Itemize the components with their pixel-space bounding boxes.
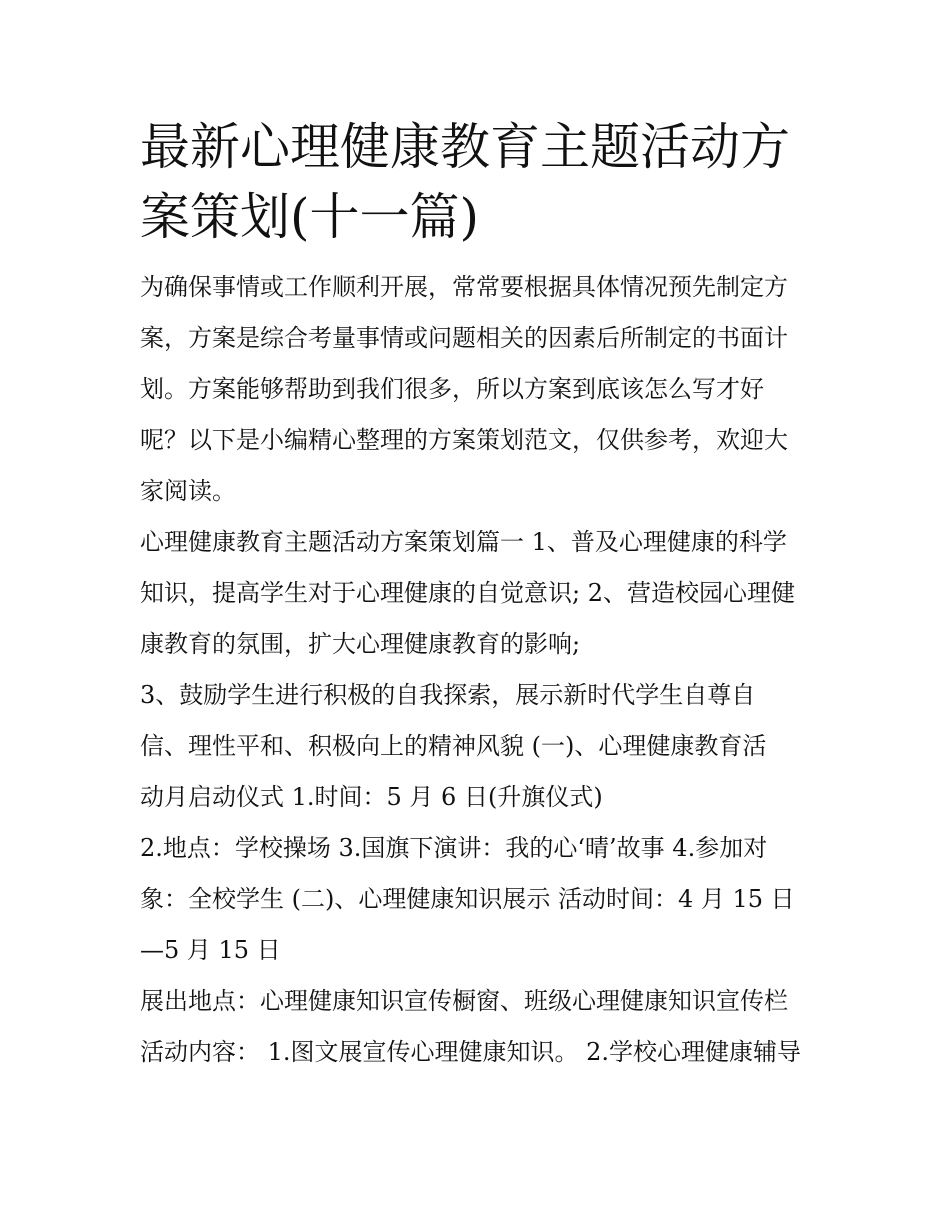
body-line: 展出地点：心理健康知识宣传橱窗、班级心理健康知识宣传栏 <box>140 987 788 1015</box>
body-line: —5 月 15 日 <box>140 936 281 964</box>
body-line: 呢？以下是小编精心整理的方案策划范文，仅供参考，欢迎大 <box>140 426 788 454</box>
document-title <box>140 112 812 252</box>
body-line: 3、鼓励学生进行积极的自我探索，展示新时代学生自尊自 <box>140 681 756 709</box>
body-line: 康教育的氛围，扩大心理健康教育的影响; <box>140 630 581 658</box>
body-line: 家阅读。 <box>140 477 236 505</box>
body-line: 象：全校学生 (二)、心理健康知识展示 活动时间：4 月 15 日 <box>140 885 795 913</box>
body-line: 2.地点：学校操场 3.国旗下演讲：我的心‘晴’故事 4.参加对 <box>140 834 768 862</box>
title-line-2: 案策划(十一篇) <box>140 188 480 246</box>
body-line: 知识，提高学生对于心理健康的自觉意识; 2、营造校园心理健 <box>140 579 795 607</box>
body-line: 案，方案是综合考量事情或问题相关的因素后所制定的书面计 <box>140 324 788 352</box>
title-line-1: 最新心理健康教育主题活动方 <box>140 118 790 176</box>
body-line: 信、理性平和、积极向上的精神风貌 (一)、心理健康教育活 <box>140 732 767 760</box>
body-line: 心理健康教育主题活动方案策划篇一 1、普及心理健康的科学 <box>140 528 787 556</box>
document-body <box>140 262 812 1078</box>
body-line: 为确保事情或工作顺利开展，常常要根据具体情况预先制定方 <box>140 273 788 301</box>
document-page <box>140 112 812 1078</box>
body-line: 活动内容： 1.图文展宣传心理健康知识。 2.学校心理健康辅导 <box>140 1038 802 1066</box>
body-line: 动月启动仪式 1.时间：5 月 6 日(升旗仪式) <box>140 783 603 811</box>
body-line: 划。方案能够帮助到我们很多，所以方案到底该怎么写才好 <box>140 375 764 403</box>
